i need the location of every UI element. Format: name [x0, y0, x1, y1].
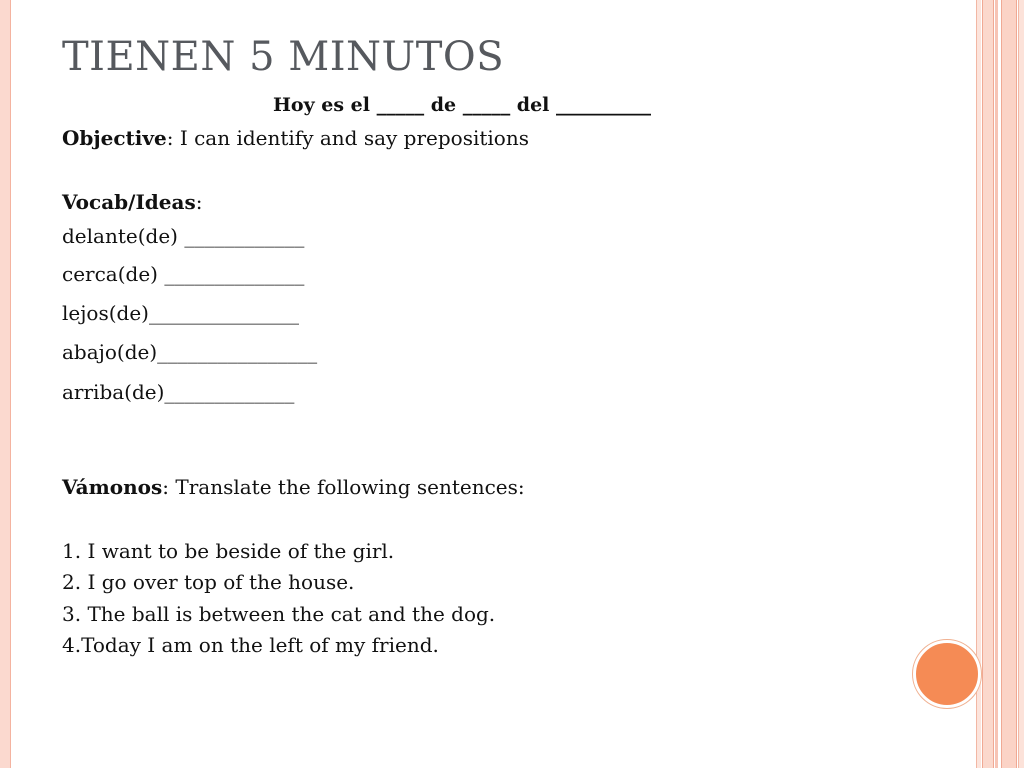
stripe	[1001, 0, 1017, 768]
vocab-item: lejos(de)_______________	[62, 301, 299, 325]
vocab-colon: :	[195, 190, 203, 214]
vocab-item: abajo(de)________________	[62, 340, 318, 364]
stripe	[982, 0, 994, 768]
vocab-item: delante(de) ____________	[62, 224, 305, 248]
stripe	[995, 0, 998, 768]
stripe	[1018, 0, 1024, 768]
date-line: Hoy es el _____ de _____ del __________	[272, 94, 652, 116]
slide-title: TIENEN 5 MINUTOS	[62, 34, 505, 80]
objective-line	[62, 126, 529, 150]
sentence-item: 3. The ball is between the cat and the dog.	[62, 602, 496, 626]
accent-circle	[913, 640, 981, 708]
vocab-heading	[62, 190, 202, 214]
sentence-item: 4.Today I am on the left of my friend.	[62, 633, 439, 657]
vamonos-label: Vámonos	[62, 475, 163, 499]
vocab-label: Vocab/Ideas	[62, 190, 196, 214]
left-decorative-border	[0, 0, 11, 768]
right-decorative-stripes	[976, 0, 1024, 768]
stripe	[976, 0, 981, 768]
sentence-item: 2. I go over top of the house.	[62, 570, 355, 594]
vamonos-text: : Translate the following sentences:	[162, 475, 525, 499]
objective-text: : I can identify and say prepositions	[166, 126, 529, 150]
vamonos-heading	[62, 475, 525, 499]
sentence-item: 1. I want to be beside of the girl.	[62, 539, 395, 563]
vocab-item: cerca(de) ______________	[62, 262, 305, 286]
objective-label: Objective	[62, 126, 167, 150]
vocab-item: arriba(de)_____________	[62, 380, 295, 404]
